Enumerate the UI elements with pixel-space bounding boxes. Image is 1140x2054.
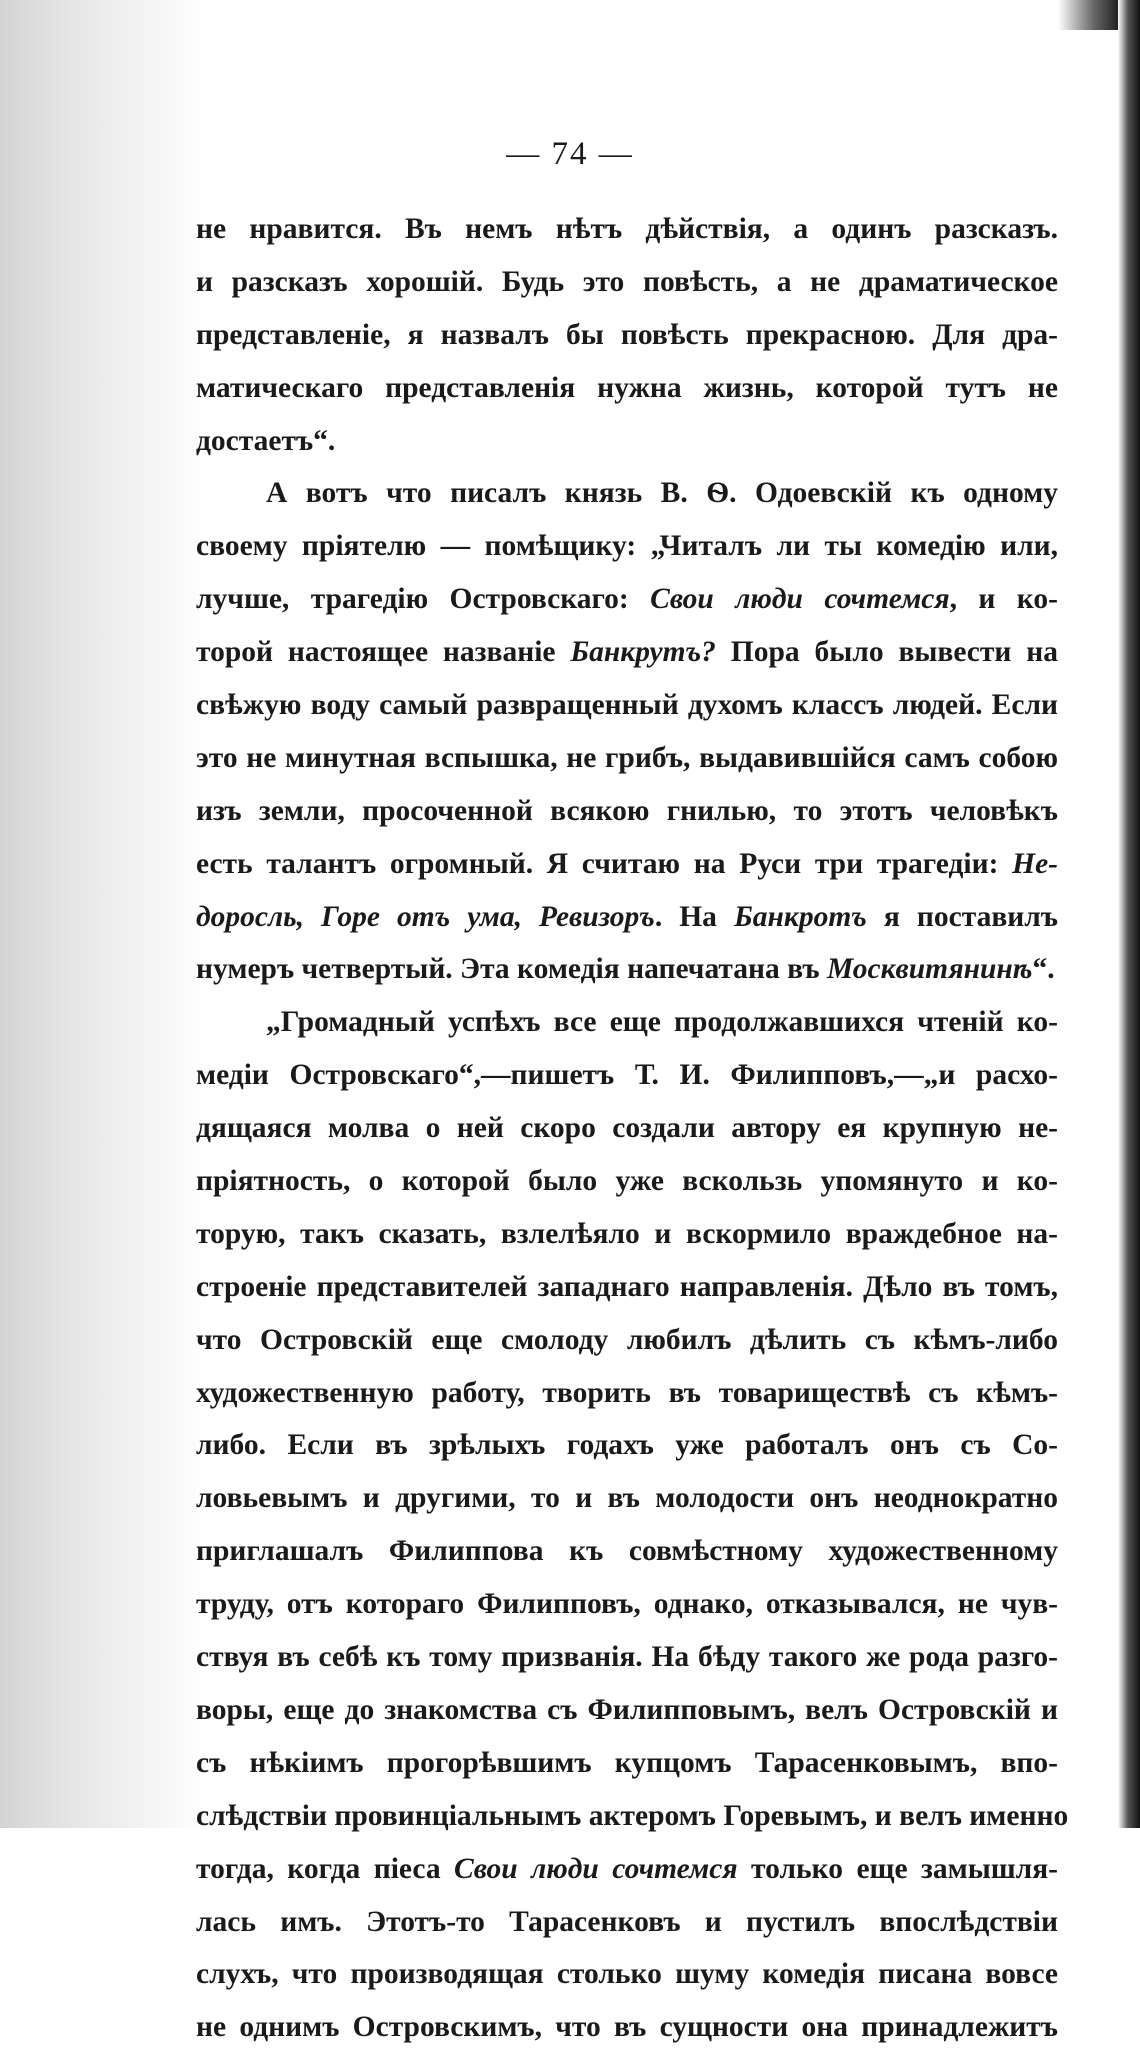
italic-title: Свои люди сочтемся (650, 583, 950, 616)
body-text (196, 203, 1069, 2054)
text-run: и разсказъ хорошій. Будь это повѣсть, а не драматическое (196, 265, 1058, 298)
text-line (196, 1049, 1058, 1102)
text-line (196, 1737, 1058, 1790)
text-run: приглашалъ Филиппова къ совмѣстному художественному (196, 1535, 1058, 1568)
text-line (196, 1419, 1058, 1472)
text-run: слухъ, что производящая столько шуму комедія писана вовсе (196, 1958, 1058, 1991)
text-run: , и ко- (949, 583, 1058, 616)
text-run: строеніе представителей западнаго направленія. Дѣло въ томъ, (196, 1270, 1058, 1303)
text-run: есть талантъ огромный. Я считаю на Руси три трагедіи: (196, 847, 1013, 880)
text-run: ловьевымъ и другими, то и въ молодости онъ неоднократно (196, 1482, 1058, 1515)
text-run: „Громадный успѣхъ все еще продолжавшихся чтеній ко- (266, 1006, 1058, 1039)
italic-title: Банкрутъ? (570, 636, 716, 669)
text-run: не однимъ Островскимъ, что въ сущности она принадлежитъ (196, 2011, 1058, 2044)
text-line (196, 838, 1058, 891)
text-line (196, 467, 1058, 520)
italic-title: Москвитянинѣ (826, 953, 1033, 986)
text-run: нумеръ четвертый. Эта комедія напечатана въ (196, 953, 827, 986)
text-line (196, 1367, 1058, 1420)
text-run: либо. Если въ зрѣлыхъ годахъ уже работалъ онъ съ Со- (196, 1429, 1058, 1462)
text-line (196, 1155, 1058, 1208)
text-line (196, 1896, 1058, 1949)
text-run: труду, отъ котораго Филипповъ, однако, отказывался, не чув- (196, 1588, 1058, 1621)
text-line (196, 1472, 1058, 1525)
text-run: ствуя въ себѣ къ тому призванія. На бѣду такого же рода разго- (196, 1641, 1058, 1674)
text-run: дящаяся молва о ней скоро создали автору ея крупную не- (196, 1112, 1058, 1145)
text-line (196, 203, 1058, 256)
text-line (196, 679, 1058, 732)
text-run: пріятность, о которой было уже вскользь упомянуто и ко- (196, 1165, 1058, 1198)
text-run: слѣдствіи провинціальнымъ актеромъ Горевымъ, и велъ именно (196, 1799, 1069, 1832)
text-line (196, 891, 1058, 944)
italic-title: доросль, Горе отъ ума, Ревизоръ (196, 900, 655, 933)
text-line (196, 520, 1058, 573)
text-run: представленіе, я назвалъ бы повѣсть прекрасною. Для дра- (196, 318, 1058, 351)
text-line (196, 1102, 1058, 1155)
italic-title: Банкротъ (734, 900, 867, 933)
text-run: лучше, трагедію Островскаго: (196, 583, 651, 616)
text-line (196, 2001, 1058, 2054)
text-run: это не минутная вспышка, не грибъ, выдавившійся самъ собою (196, 741, 1058, 774)
text-line (196, 1948, 1058, 2001)
text-line (196, 1790, 1069, 1843)
text-run: не нравится. Въ немъ нѣтъ дѣйствія, а одинъ разсказъ. (196, 213, 1058, 245)
text-line (196, 1525, 1058, 1578)
text-line (196, 362, 1058, 415)
text-line (196, 732, 1058, 785)
text-run: съ нѣкіимъ прогорѣвшимъ купцомъ Тарасенковымъ, впо- (196, 1746, 1058, 1779)
text-line (196, 309, 1058, 362)
corner-stain (1058, 0, 1118, 30)
text-line (196, 1261, 1058, 1314)
text-run: . На (654, 900, 734, 933)
text-run: “. (1032, 953, 1055, 986)
page-edge (1118, 0, 1140, 1828)
text-line (196, 785, 1058, 838)
text-run: достаетъ“. (196, 424, 336, 457)
text-run: тогда, когда піеса (196, 1852, 455, 1885)
text-run: своему пріятелю — помѣщику: „Читалъ ли ты комедію или, (196, 530, 1058, 563)
text-line (196, 1631, 1058, 1684)
text-line (196, 1208, 1058, 1261)
text-line (196, 1314, 1058, 1367)
page-number: — 74 — (506, 136, 634, 172)
page-shadow (0, 0, 210, 1828)
text-run: воры, еще до знакомства съ Филипповымъ, велъ Островскій и (196, 1693, 1058, 1726)
text-line (196, 415, 1058, 468)
text-run: только еще замышля- (737, 1852, 1058, 1885)
italic-title: Не- (1012, 847, 1058, 880)
text-run: свѣжую воду самый развращенный духомъ классъ людей. Если (196, 689, 1058, 722)
text-run: лась имъ. Этотъ-то Тарасенковъ и пустилъ впослѣдствіи (196, 1905, 1058, 1938)
text-line (196, 996, 1058, 1049)
text-line (196, 943, 1058, 996)
text-run: художественную работу, творить въ товариществѣ съ кѣмъ- (196, 1376, 1058, 1409)
text-run: А вотъ что писалъ князь В. Ѳ. Одоевскій къ одному (266, 477, 1058, 510)
text-line (196, 573, 1058, 626)
text-run: что Островскій еще смолоду любилъ дѣлить съ кѣмъ-либо (196, 1323, 1058, 1356)
italic-title: Свои люди сочтемся (454, 1852, 738, 1885)
text-run: торой настоящее названіе (196, 636, 571, 669)
text-run: изъ земли, просоченной всякою гнилью, то этотъ человѣкъ (196, 794, 1058, 827)
text-run: торую, такъ сказать, взлелѣяло и вскормило враждебное на- (196, 1217, 1058, 1250)
text-line (196, 1684, 1058, 1737)
text-line (196, 626, 1058, 679)
text-line (196, 256, 1058, 309)
text-run: я поставилъ (866, 900, 1058, 933)
text-line (196, 1578, 1058, 1631)
text-run: медіи Островскаго“,—пишетъ Т. И. Филипповъ,—„и расхо- (196, 1059, 1058, 1092)
text-run: матическаго представленія нужна жизнь, которой тутъ не (196, 371, 1058, 404)
text-line (196, 1843, 1058, 1896)
text-run: Пора было вывести на (715, 636, 1058, 669)
